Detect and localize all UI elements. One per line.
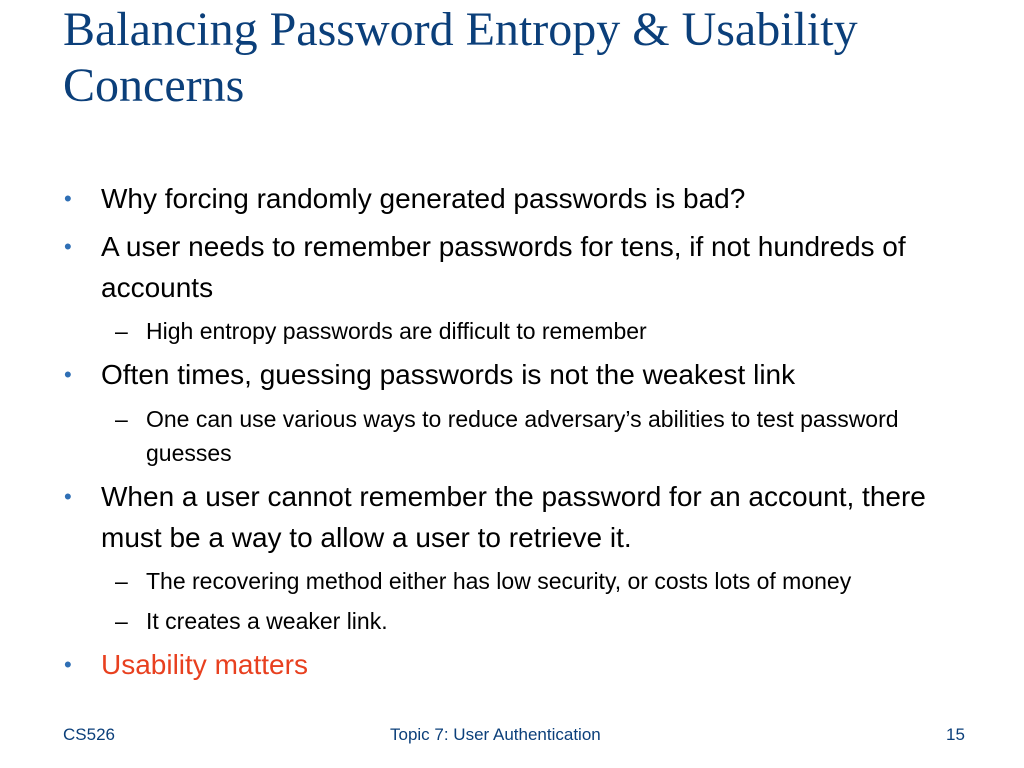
sub-bullet-item (64, 564, 984, 598)
sub-bullet-text: One can use various ways to reduce adversary’s abilities to test password guesses (146, 406, 899, 466)
bullet-icon: • (64, 234, 72, 259)
bullet-item (64, 476, 984, 558)
footer-topic: Topic 7: User Authentication (390, 725, 601, 744)
dash-icon: – (115, 608, 128, 634)
bullet-item (64, 226, 984, 308)
bullet-icon: • (64, 484, 72, 509)
bullet-item (64, 178, 984, 220)
slide-title: Balancing Password Entropy & Usability Concerns (63, 3, 858, 112)
bullet-item (64, 354, 984, 396)
slide-body (64, 178, 984, 692)
sub-bullet-item (64, 604, 984, 638)
bullet-item-highlight (64, 644, 984, 686)
sub-bullet-text: High entropy passwords are difficult to remember (146, 318, 647, 344)
bullet-icon: • (64, 652, 72, 677)
bullet-text: Often times, guessing passwords is not the weakest link (101, 359, 796, 390)
bullet-text: Why forcing randomly generated passwords is bad? (101, 183, 746, 214)
dash-icon: – (115, 568, 128, 594)
footer-course: CS526 (63, 725, 115, 744)
bullet-text: Usability matters (101, 649, 308, 680)
bullet-text: When a user cannot remember the password for an account, there must be a way to allow a user to retrieve it. (101, 481, 926, 553)
bullet-icon: • (64, 186, 72, 211)
footer-page-number: 15 (946, 725, 965, 744)
sub-bullet-text: The recovering method either has low security, or costs lots of money (146, 568, 852, 594)
bullet-text: A user needs to remember passwords for tens, if not hundreds of accounts (101, 231, 906, 303)
sub-bullet-item (64, 402, 984, 470)
bullet-icon: • (64, 362, 72, 387)
dash-icon: – (115, 406, 128, 432)
sub-bullet-text: It creates a weaker link. (146, 608, 388, 634)
sub-bullet-item (64, 314, 984, 348)
dash-icon: – (115, 318, 128, 344)
